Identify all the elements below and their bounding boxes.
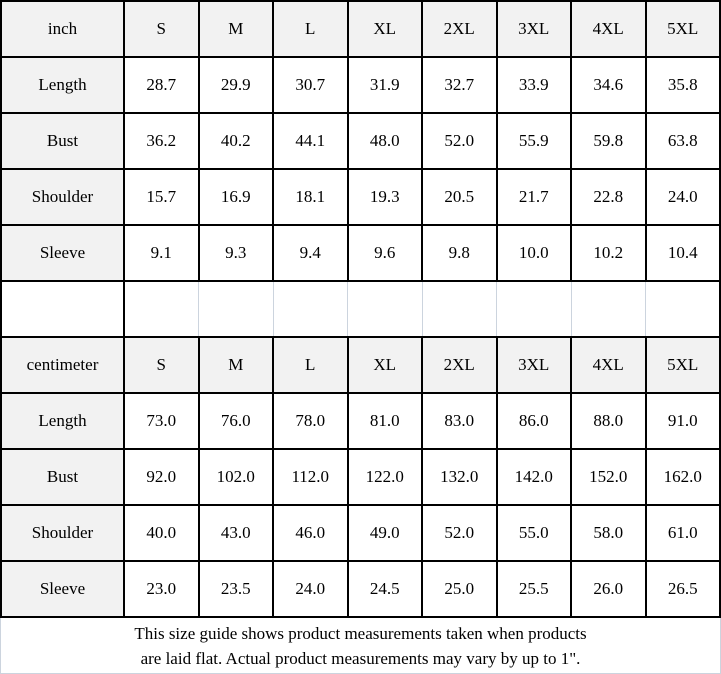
measurement-cell: 35.8 [646, 57, 721, 113]
measurement-cell: 73.0 [124, 393, 199, 449]
measurement-cell: 23.0 [124, 561, 199, 617]
cm-size-header-s: S [124, 337, 199, 393]
measurement-cell: 52.0 [422, 505, 497, 561]
cm-row-label-bust: Bust [1, 449, 124, 505]
measurement-cell: 20.5 [422, 169, 497, 225]
inch-size-header-5xl: 5XL [646, 1, 721, 57]
inch-size-header-4xl: 4XL [571, 1, 646, 57]
measurement-cell: 33.9 [497, 57, 572, 113]
measurement-cell: 22.8 [571, 169, 646, 225]
measurement-cell: 102.0 [199, 449, 274, 505]
cm-row-label-length: Length [1, 393, 124, 449]
cm-length-row [1, 393, 720, 449]
inch-size-header-3xl: 3XL [497, 1, 572, 57]
cm-row-label-shoulder: Shoulder [1, 505, 124, 561]
inch-row-label-length: Length [1, 57, 124, 113]
measurement-cell: 52.0 [422, 113, 497, 169]
measurement-cell: 19.3 [348, 169, 423, 225]
separator-cell [497, 281, 572, 337]
cm-header-row [1, 337, 720, 393]
measurement-cell: 15.7 [124, 169, 199, 225]
cm-size-header-m: M [199, 337, 274, 393]
cm-size-header-l: L [273, 337, 348, 393]
cm-size-header-5xl: 5XL [646, 337, 721, 393]
inch-size-header-s: S [124, 1, 199, 57]
measurement-cell: 25.0 [422, 561, 497, 617]
measurement-cell: 10.0 [497, 225, 572, 281]
measurement-cell: 46.0 [273, 505, 348, 561]
measurement-cell: 26.0 [571, 561, 646, 617]
cm-bust-row [1, 449, 720, 505]
separator-cell [571, 281, 646, 337]
cm-shoulder-row [1, 505, 720, 561]
inch-shoulder-row [1, 169, 720, 225]
measurement-cell: 24.5 [348, 561, 423, 617]
measurement-cell: 9.3 [199, 225, 274, 281]
measurement-cell: 40.0 [124, 505, 199, 561]
cm-size-header-3xl: 3XL [497, 337, 572, 393]
measurement-cell: 9.1 [124, 225, 199, 281]
separator-cell [124, 281, 199, 337]
measurement-cell: 112.0 [273, 449, 348, 505]
inch-sleeve-row [1, 225, 720, 281]
measurement-cell: 152.0 [571, 449, 646, 505]
measurement-cell: 88.0 [571, 393, 646, 449]
unit-header-inch: inch [1, 1, 124, 57]
measurement-cell: 92.0 [124, 449, 199, 505]
measurement-cell: 9.8 [422, 225, 497, 281]
separator-cell [348, 281, 423, 337]
measurement-cell: 86.0 [497, 393, 572, 449]
inch-bust-row [1, 113, 720, 169]
separator-cell [1, 281, 124, 337]
measurement-cell: 78.0 [273, 393, 348, 449]
measurement-cell: 16.9 [199, 169, 274, 225]
measurement-cell: 132.0 [422, 449, 497, 505]
measurement-cell: 23.5 [199, 561, 274, 617]
measurement-cell: 10.4 [646, 225, 721, 281]
cm-size-header-2xl: 2XL [422, 337, 497, 393]
measurement-cell: 21.7 [497, 169, 572, 225]
measurement-cell: 81.0 [348, 393, 423, 449]
inch-header-row [1, 1, 720, 57]
measurement-cell: 44.1 [273, 113, 348, 169]
measurement-cell: 9.6 [348, 225, 423, 281]
measurement-cell: 61.0 [646, 505, 721, 561]
measurement-cell: 28.7 [124, 57, 199, 113]
separator-row [1, 281, 720, 337]
measurement-cell: 9.4 [273, 225, 348, 281]
measurement-cell: 43.0 [199, 505, 274, 561]
measurement-cell: 36.2 [124, 113, 199, 169]
inch-size-header-2xl: 2XL [422, 1, 497, 57]
measurement-cell: 76.0 [199, 393, 274, 449]
measurement-cell: 162.0 [646, 449, 721, 505]
measurement-cell: 40.2 [199, 113, 274, 169]
measurement-cell: 29.9 [199, 57, 274, 113]
measurement-cell: 24.0 [273, 561, 348, 617]
cm-sleeve-row [1, 561, 720, 617]
measurement-cell: 63.8 [646, 113, 721, 169]
measurement-cell: 10.2 [571, 225, 646, 281]
measurement-cell: 25.5 [497, 561, 572, 617]
measurement-cell: 31.9 [348, 57, 423, 113]
cm-row-label-sleeve: Sleeve [1, 561, 124, 617]
inch-length-row [1, 57, 720, 113]
measurement-cell: 34.6 [571, 57, 646, 113]
separator-cell [273, 281, 348, 337]
measurement-cell: 55.0 [497, 505, 572, 561]
measurement-cell: 58.0 [571, 505, 646, 561]
inch-row-label-bust: Bust [1, 113, 124, 169]
unit-header-centimeter: centimeter [1, 337, 124, 393]
inch-row-label-shoulder: Shoulder [1, 169, 124, 225]
measurement-cell: 122.0 [348, 449, 423, 505]
inch-size-header-l: L [273, 1, 348, 57]
footer-note [0, 618, 721, 674]
measurement-cell: 26.5 [646, 561, 721, 617]
measurement-cell: 49.0 [348, 505, 423, 561]
measurement-cell: 59.8 [571, 113, 646, 169]
separator-cell [199, 281, 274, 337]
measurement-cell: 142.0 [497, 449, 572, 505]
measurement-cell: 18.1 [273, 169, 348, 225]
cm-size-header-xl: XL [348, 337, 423, 393]
measurement-cell: 48.0 [348, 113, 423, 169]
measurement-cell: 30.7 [273, 57, 348, 113]
separator-cell [646, 281, 721, 337]
separator-cell [422, 281, 497, 337]
inch-row-label-sleeve: Sleeve [1, 225, 124, 281]
cm-size-header-4xl: 4XL [571, 337, 646, 393]
inch-size-header-m: M [199, 1, 274, 57]
footer-note-line-2: are laid flat. Actual product measurements may vary by up to 1". [140, 648, 581, 668]
measurement-cell: 55.9 [497, 113, 572, 169]
measurement-cell: 91.0 [646, 393, 721, 449]
measurement-cell: 32.7 [422, 57, 497, 113]
inch-size-header-xl: XL [348, 1, 423, 57]
measurement-cell: 83.0 [422, 393, 497, 449]
measurement-cell: 24.0 [646, 169, 721, 225]
footer-note-line-1: This size guide shows product measurements taken when products [134, 623, 587, 643]
